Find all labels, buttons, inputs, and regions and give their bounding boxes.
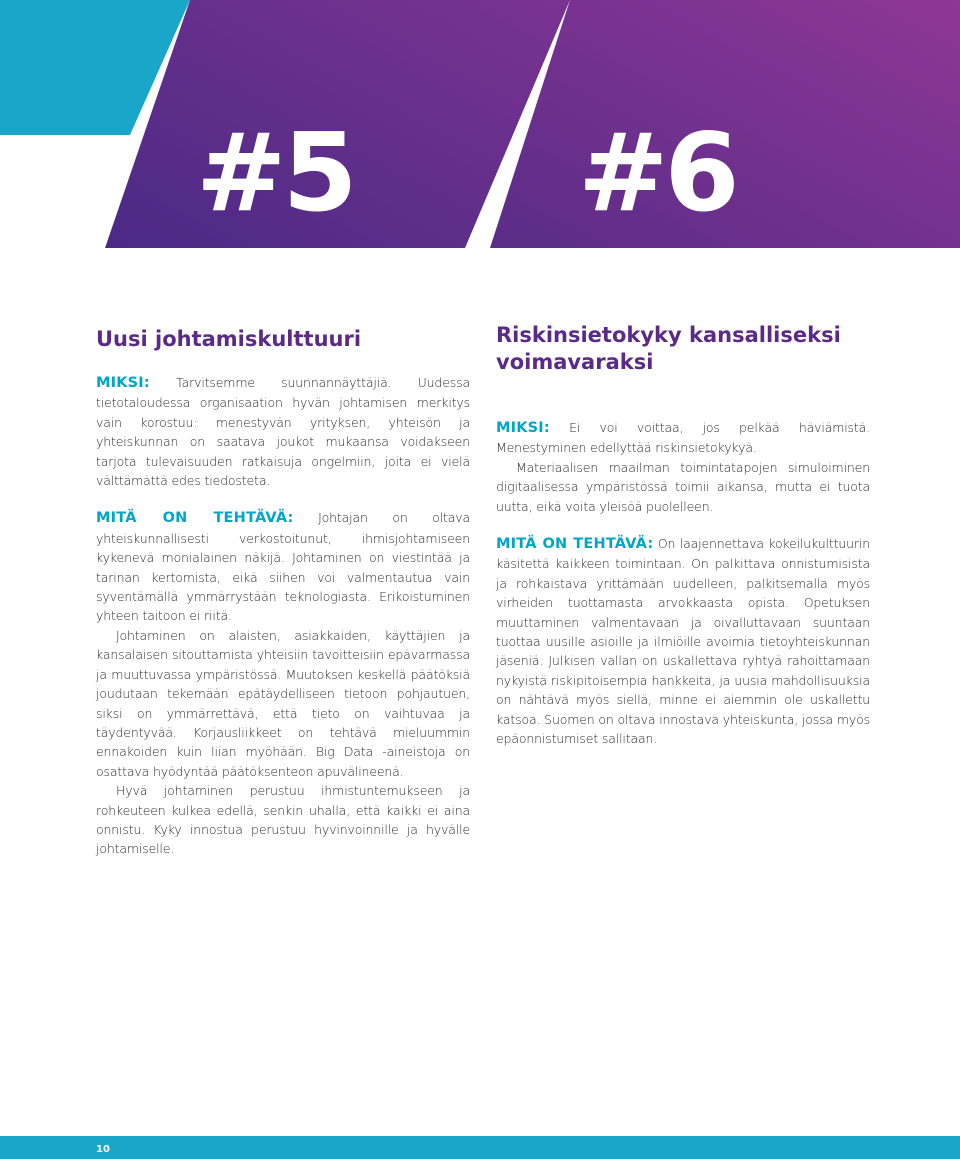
section-6-tehtava [496,534,870,748]
miksi-label: MIKSI: [96,375,150,391]
tehtava-text: On laajennettava kokeilukulttuurin käsitettä kaikkeen toimintaan. On palkittava onnistumisista ja rohkaistava yrittämään uudelleen, palkitsemalla myös virheiden tuottamasta arvokkaasta opista. Opetuksen muuttaminen valmentavaan ja oivalluttavaan suuntaan tuottaa uusille asioille ja ilmiöille avoimia tietoyhteiskunnan jäseniä. Julkisen vallan on uskallettava ryhtyä rahoittamaan nykyistä riskipitoisempia hankkeita, ja uusia mahdollisuuksia on nähtävä myös siellä, minne ei aiemmin ole uskallettu katsoa. Suomen on oltava innostava yhteiskunta, jossa myös epäonnistumiset sallitaan. [496,536,871,747]
section-number-6: #6 [578,111,736,236]
page-number: 10 [96,1144,110,1155]
section-5-miksi [96,373,470,490]
tehtava-text: Johtajan on oltava yhteiskunnallisesti verkostoitunut, ihmisjohtamiseen kykenevä monialainen näkijä. Johtaminen on viestintää ja tarinan kertomista, eikä siihen voi valmentautua vain syventämällä ymmärrystään teknologiasta. Erikoistuminen yhteen taitoon ei riitä. [96,510,470,624]
section-5-title: Uusi johtamiskulttuuri [96,327,362,351]
miksi-text: Ei voi voittaa, jos pelkää häviämistä. Menestyminen edellyttää riskinsietokykyä. [496,420,870,456]
section-5-tehtava [96,508,470,625]
miksi-text: Tarvitsemme suunnannäyttäjiä. Uudessa tietotaloudessa organisaation hyvän johtamisen merkitys vain korostuu: menestyvän yrityksen, yhteisön ja yhteiskunnan on saatava joukot mukaansa voidakseen tarjota tulevaisuuden ratkaisuja ongelmiin, joita ei vielä välttämättä edes tiedosteta. [96,375,470,489]
section-6-paragraph: Materiaalisen maailman toimintatapojen simuloiminen digitaalisessa ympäristössä toimii aikansa, mutta ei tuota uutta, eikä voita yleisöä puolelleen. [496,459,870,514]
section-5-paragraph: Johtaminen on alaisten, asiakkaiden, käyttäjien ja kansalaisen sitouttamista yhteisiin tavoitteisiin epävarmassa ja muuttuvassa ympäristössä. Muutoksen keskellä päätöksiä joudutaan tekemään epätäydelliseen tietoon pohjautuen, siksi on ymmärrettävä, että tieto on vaihtuvaa ja täydentyvää. Korjausliikkeet on tehtävä mieluummin ennakoiden kuin liian myöhään. Big Data -aineistoja on osattava hyödyntää päätöksenteon apuvälineenä. [96,627,470,779]
section-5-paragraph: Hyvä johtaminen perustuu ihmistuntemukseen ja rohkeuteen kulkea edellä, senkin uhalla, että kaikki ei aina onnistu. Kyky innostua perustuu hyvinvoinnille ja hyvälle johtamiselle. [96,783,470,857]
section-5 [96,326,470,859]
section-number-5: #5 [196,111,354,236]
tehtava-label: MITÄ ON TEHTÄVÄ: [496,536,654,553]
section-6-title: Riskinsietokyky kansalliseksi voimavaraksi [496,323,841,374]
tehtava-label: MITÄ ON TEHTÄVÄ: [96,510,294,527]
footer-bar [0,1136,960,1159]
miksi-label: MIKSI: [496,420,550,436]
header-banner [0,0,960,250]
section-6 [496,322,870,749]
section-6-miksi [496,418,870,458]
